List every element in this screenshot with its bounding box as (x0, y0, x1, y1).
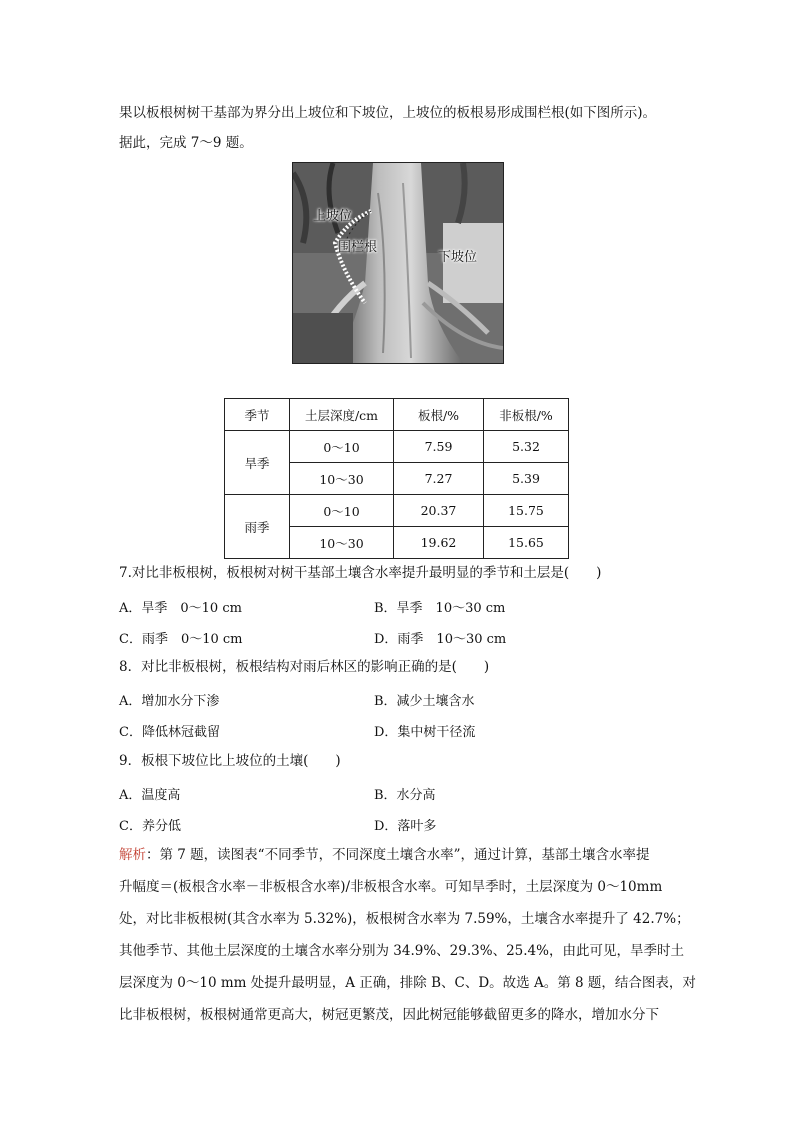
table-row (225, 495, 569, 527)
question-9-stem: 9．板根下坡位比上坡位的土壤( ) (119, 753, 341, 769)
q8-option-b: B．减少土壤含水 (374, 694, 475, 709)
depth-cell: 0～10 (290, 495, 394, 527)
analysis-line-4: 其他季节、其他土层深度的土壤含水率分别为 34.9%、29.3%、25.4%，由此可见，旱季时土 (119, 943, 684, 959)
label-upslope: 上坡位 (313, 209, 353, 224)
nonplank-cell: 15.65 (484, 527, 569, 559)
analysis-line-2: 升幅度＝(板根含水率－非板根含水率)/非板根含水率。可知旱季时，土层深度为 0～10mm (119, 879, 663, 895)
nonplank-cell: 15.75 (484, 495, 569, 527)
q7-option-d: D．雨季 10～30 cm (374, 632, 507, 647)
depth-cell: 10～30 (290, 527, 394, 559)
analysis-line-5: 层深度为 0～10 mm 处提升最明显，A 正确，排除 B、C、D。故选 A。第 8 题，结合图表，对 (119, 975, 696, 991)
analysis-label: 解析 (119, 847, 146, 863)
season-cell: 旱季 (225, 431, 290, 495)
q9-option-b: B．水分高 (374, 788, 436, 803)
header-season: 季节 (225, 399, 290, 431)
soil-moisture-table (224, 398, 569, 559)
plank-cell: 7.59 (394, 431, 484, 463)
header-depth: 土层深度/cm (290, 399, 394, 431)
question-7-stem: 7.对比非板根树，板根树对树干基部土壤含水率提升最明显的季节和土层是( ) (119, 565, 602, 581)
q7-option-a: A．旱季 0～10 cm (119, 601, 242, 616)
season-cell: 雨季 (225, 495, 290, 559)
q9-option-a: A．温度高 (119, 788, 181, 803)
q9-option-c: C．养分低 (119, 819, 181, 834)
intro-line-1: 果以板根树树干基部为界分出上坡位和下坡位，上坡位的板根易形成围栏根(如下图所示)。 (119, 105, 657, 121)
header-plank: 板根/% (394, 399, 484, 431)
depth-cell: 0～10 (290, 431, 394, 463)
plank-cell: 20.37 (394, 495, 484, 527)
q8-option-a: A．增加水分下渗 (119, 694, 220, 709)
intro-line-2: 据此，完成 7～9 题。 (119, 135, 253, 151)
q8-option-c: C．降低林冠截留 (119, 725, 220, 740)
table-header-row (225, 399, 569, 431)
q9-option-d: D．落叶多 (374, 819, 437, 834)
q7-option-c: C．雨季 0～10 cm (119, 632, 243, 647)
plank-cell: 7.27 (394, 463, 484, 495)
question-8-stem: 8．对比非板根树，板根结构对雨后林区的影响正确的是( ) (119, 659, 490, 675)
label-fence-root: 围栏根 (338, 240, 378, 255)
analysis-line-6: 比非板根树，板根树通常更高大，树冠更繁茂，因此树冠能够截留更多的降水，增加水分下 (119, 1007, 659, 1023)
nonplank-cell: 5.39 (484, 463, 569, 495)
label-downslope: 下坡位 (438, 250, 478, 265)
depth-cell: 10～30 (290, 463, 394, 495)
tree-photo (292, 162, 504, 364)
header-nonplank: 非板根/% (484, 399, 569, 431)
analysis-text: ：第 7 题，读图表“不同季节，不同深度土壤含水率”，通过计算，基部土壤含水率提 (146, 847, 650, 863)
table-row (225, 431, 569, 463)
analysis-line-1 (119, 846, 679, 864)
plank-cell: 19.62 (394, 527, 484, 559)
nonplank-cell: 5.32 (484, 431, 569, 463)
q8-option-d: D．集中树干径流 (374, 725, 476, 740)
analysis-line-3: 处，对比非板根树(其含水率为 5.32%)，板根树含水率为 7.59%，土壤含水率提升了 42.7%； (119, 911, 690, 927)
q7-option-b: B．旱季 10～30 cm (374, 601, 506, 616)
